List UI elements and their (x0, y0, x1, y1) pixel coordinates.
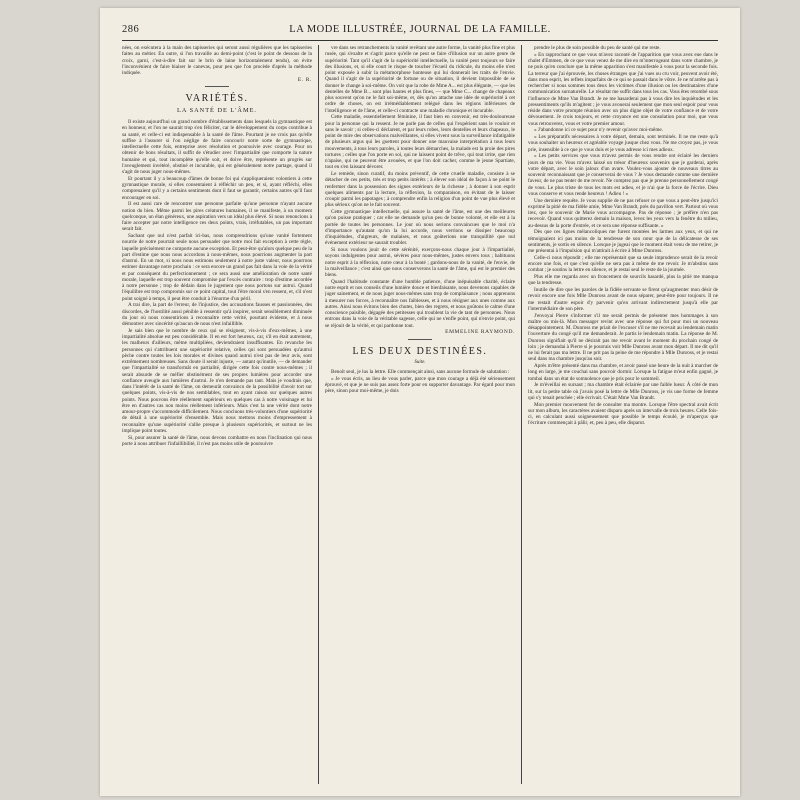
article-signature: EMMELINE RAYMOND. (445, 329, 515, 336)
paragraph: Quand l'habitude constante d'une humble patience, d'une inépuisable charité, éclaire notre esprit et nos conseils d'une lumière douce et bienfaisante, nous devenons capables de juger sainement, et de nous juger nous-mêmes sans trop de complaisance ; nous apprenons à mesurer nos forces, à reconnaître nos faiblesses, et à nous résigner aux unes comme aux autres. Ainsi nous évitons bien des chutes, bien des regrets, et nous goûtons le calme d'une conscience paisible, dégagée des petitesses qui troublent la vie de tant de personnes. Nous entrons dans la voie de la véritable sagesse, celle qui ne s'enfle point, qui n'envie point, qui se réjouit de la vérité, et qui pardonne tout. (325, 278, 515, 329)
paragraph: Si nous voulons jouir de cette sérénité, exerçons-nous chaque jour à l'impartialité, soyons indulgentes pour autrui, sévères pour nous-mêmes, justes envers tous ; habituons notre esprit à la réflexion, notre cœur à la bonté ; gardons-nous de la vanité, de l'envie, de la malveillance ; c'est ainsi que nous conserverons la santé de l'âme, qui est le premier des biens. (325, 247, 515, 278)
paragraph: Il existe aujourd'hui un grand nombre d'établissements dans lesquels la gymnastique est en honneur, et l'on ne saurait trop s'en féliciter, car le développement du corps contribue à sa santé, et celle-ci est indispensable à la santé de l'âme. Pourtant je ne crois pas qu'elle suffise à l'assurer si l'on néglige de faire concourir notre sorte de gymnastique, intellectuelle cette fois, entreprise avec résolution et poursuivie avec courage. Pour on obtenir de bons résultats, il suffit de s'étudier avec l'impartialité que comporte la nature humaine et qui, tout incomplète qu'elle soit, et doive être, représente un progrès sur l'aveuglement invétéré, obstiné et incurable, qui est généralement notre partage, quand il s'agit de nous juger nous-mêmes. (122, 119, 312, 175)
story-title: LES DEUX DESTINÉES. (352, 345, 488, 357)
article-title: LA SANTÉ DE L'ÂME. (176, 107, 257, 114)
text-columns (122, 45, 718, 784)
paragraph: Inutile de dire que les paroles de la fidèle servante se firent qu'augmenter mon désir de revoir encore une fois Mlle Dunross avant de nous séparer, peut-être pour toujours. Il ne me restait d'autre espoir d'y parvenir qu'en arrivant indirectement jusqu'à elle par l'intermédiaire de son père. (528, 287, 718, 312)
paragraph: Le remède, sinon curatif, du moins préventif, de cette cruelle maladie, consiste à se détacher de ces petits, très et trop petits intérêts ; à élever son idéal de façon à ne point le renfermer dans la possession des signes extérieurs de la richesse ; à donner à son esprit quelques aliments par la lecture, la réflexion, la comparaison, en évitant de le laisser croupir parmi les papotages ; à comprendre enfin la religion d'un point de vue plus élevé et plus sérieux qu'on ne le fait souvent. (325, 171, 515, 209)
paragraph: J'envoyai Pierre s'informer s'il me serait permis de présenter mes hommages à son maître ou mis-là. Mon messager revint avec une réponse qui fut pour moi un nouveau désappointement. M. Dunross me priait de l'excuser s'il ne me recevait au lendemain matin l'ouverture du congé qu'il me demanderait. Je partis le lendemain matin. La réponse de M. Dunross signifiait qu'il ne désirait pas me revoir avant le moment du prochain congé de loin ; je demandai à Pierre si je pourrais voir Mlle Dunross avant mon départ. Il me dit qu'il ne lui ferait pas ma lettre. Il ne prit pas la peine de me répondre à Mlle Dunross, et je restai seul dans ma chambre jusqu'au soir. (528, 312, 718, 363)
section-divider (408, 339, 432, 340)
section-divider (205, 86, 229, 87)
paragraph: Sachant que nul n'est parfait ici-bas, nous comprendrions qu'une vanité fortement nourrie de notre pourrait seule nous persuader que notre moi fait exception à cette règle, laquelle précisément ne comporte aucune exception. Et peut-être qu'alors quelque peu de la part d'estime que nous nous accordons à nous-mêmes, nous pourrions augmenter la part d'autrui. En un mot, si nous nous estimons seulement à notre juste valeur, nous pourrons estimer davantage notre prochain : ce sera encore un grand pas fait dans la voie de la vérité et par conséquent du perfectionnement ; ce sera aussi une amélioration de notre santé morale, laquelle est trop souvent compromise par l'excès contraire : trop d'estime accordée à notre personne ; trop de dédain dans le jugement que nous portons sur autrui. Quand l'équilibre est trop compromis sur ce point capital, tout l'être moral s'en ressent, et, s'il n'est point soigné à temps, il peut être conduit à l'énorme d'un péril. (122, 233, 312, 302)
column-rule (318, 45, 319, 784)
column-rule (521, 45, 522, 784)
column-2 (325, 45, 515, 784)
paragraph: Cette gymnastique intellectuelle, qui assure la santé de l'âme, est une des meilleures qu'on puisse pratiquer ; car elle ne demande qu'un peu de bonne volonté, et elle est à la portée de toutes les personnes. Le jour où nous serions convaincues que le moi n'a d'importance qu'autant qu'on la lui accorde, nous verrions se dissiper beaucoup d'inquiétudes, d'aigreurs, de malaises, et nous goûterions une tranquillité que nul événement extérieur ne saurait troubler. (325, 209, 515, 247)
paragraph: Cette maladie, essentiellement féminine, il faut bien en convenir, est très-douloureuse pour la personne qui la ressent. Je ne parle pas de celles qui l'expérient sans le vouloir et sans le savoir ; si celles-ci déclarent, et par leurs robes, leurs dentelles et leurs chapeaux, le point de mire des observations malveillantes, si elles vivent sous la surveillance infatigable de plusieurs argus qui les guettent pour donner une mauvaise interprétation à tous leurs mouvements, à tous leurs paroles, à toutes leurs démarches, la malade est la proie des pires tortures ; celles que l'on porte en soi, qui ne laissent point de trêve, qui tout irrite, que rien n'apaise, qui ne peuvent être avouées, et que l'on doit cacher, comme le jeune Spartiate, tout en s'en laissant dévorer. (325, 114, 515, 171)
header-rule (122, 40, 718, 41)
story-body (325, 369, 515, 395)
paragraph: Mon premier mouvement fut de consulter ma montre. Lorsque l'être spectral avait écrit sur mon album, les caractères avaient disparu après un intervalle de trois heures. Celle fois-ci, en calculant aussi soigneusement que possible le temps écoulé, je m'aperçus que l'écriture commençait à pâlir, et, peu à peu, elle disparut. (528, 401, 718, 427)
paragraph: Il est aussi rare de rencontrer une personne parfaite qu'une personne n'ayant aucune notion du bien. Même parmi les pires créatures humaines, il se manifeste, à un moment quelconque, un élan généreux, une aspiration vers un idéal plus élevé. Si nous renoncions à faire accepter par notre intelligence ces deux points, vrais, irréfutables, un pas important serait fait. (122, 201, 312, 233)
paragraph: « En rapprochant ce que vous m'avez raconté de l'apparition que vous avez eue dans le chalet d'Emmen, de ce que vous venez de me dire en m'interrogeant dans votre chambre, je ne puis qu'en conclure que la même apparition s'est manifestée à vous pour la seconde fois. La terreur que j'ai éprouvée, les choses étranges que j'ai vues ou cru voir, peuvent avoir été, dans mon esprit, les reflets imparfaits de ce qui se passait dans le vôtre. Je ne m'arrête pas à rechercher si nous sommes tous deux les victimes d'une illusion ou les destinataires d'une communication surnaturelle. Le résultat me suffit dans tous les cas. Vous êtes retombé sous l'influence de Mme Van Brandt. Je ne me hasarderai pas à vous dire les inquiétudes et les pressentiments qu'ils m'agitent ; je vous avouerai seulement que mon seul espoir pour vous réside dans votre prompte réunion avec un plus digne objet de votre confiance et de votre dévouement. Je crois toujours, et cette croyance est une consolation pour moi, que vous vous retrouverez, vous et votre premier amour. (528, 51, 718, 127)
intro-signature: E. R. (297, 76, 312, 83)
paragraph: « J'abandonne ici ce sujet pour n'y revenir qu'avec moi-même. (534, 127, 663, 134)
page-number: 286 (122, 24, 140, 35)
paragraph: Celle-ci nous répondit ; elle me représentait que sa seule imprudence serait de la revoir encore une fois, et que c'est qu'elle ne sera pas à même de me revoir. Je m'abstins sans combat ; je soutins la lettre en silence, et je restai seul le reste de la journée. (528, 254, 718, 274)
paragraph: Une dernière requête. Je vous supplie de ne pas refuser ce que vous a peut-être jusqu'ici exprimé la pitié de ma fidèle amie, Mme Van Brandt, près du pavillon vert. Partout où vous irez, que le souvenir de Marie vous accompagne. Pas de réponse ; je préfère n'en pas recevoir. Quand vous quitterez demain la maison, levez les yeux vers la fenêtre du milieu, au-dessus de la porte d'entrée, et ce sera une réponse suffisante. » (528, 197, 718, 229)
paragraph: Je sais bien que le nombre de ceux qui se résignent, vis-à-vis d'eux-mêmes, à une impartialité absolue est peu considérable. Il en est fort heureux, car, s'il en était autrement, les malheurs d'ailleurs, même multipliées, deviendraient insuffisantes. En revanche les personnes qui s'attribuent une supériorité relative, celles qui sont persuadées qu'autrui pèche contre toutes les lois morales et divines quand autrui n'est pas de leur avis, sont extrêmement nombreuses. Sans doute il serait injuste, — autant qu'inutile, — de demander que l'impartialité se transformât en partialité, dirigée cette fois contre nous-mêmes ; il serait absurde de se méfier obstinément de ses propres lumières pour accorder une confiance aveugle aux lumières d'autrui. Je n'en demande pas tant. Mais je voudrais que, dans l'intérêt de la santé de l'âme, on demeurât convaincu de la possibilité d'avoir tort sur quelques points, vis-à-vis de nos semblables, tout en ayant raison sur quelques autres points. Nous pouvons être réellement supérieurs en quelques cas à notre voisinage et lui être en d'autres cas non moins réellement inférieurs. Mais c'est la une vérité dont notre amour-propre s'accommode difficilement. Nous concluons très-volontiers d'une supériorité de détail à une supériorité d'ensemble. Mais nous mettons moins d'empressement à reconnaître qu'une supériorité s'allie presque à plusieurs supériorités, et surtout ne les implique point toutes. (122, 327, 312, 434)
paragraph: vre dans ses retranchements la vanité revêtant une autre forme, la vanité plus fine et plus rusée, qui s'exalte et s'agrit parce qu'elle ne peut se faire d'illusion sur un autre genre de supériorité. Tant qu'il s'agit de la supériorité intellectuelle, la vanité peut toujours se faire des illusions, et, si elle court le risque de toucher l'écueil du ridicule, du moins elle n'est point exposée à subir la métamorphose honteuse qui lui donnerait les traits de l'envie. Quand il s'agit de la supériorité de fortune ou de situation, il devient impossible de se donner le change à soi-même. On voit que la robe de Mme A... est plus élégante, — que les dentelles de Mme B... sont plus hautes et plus fines, — que Mme C... change de chapeaux plus souvent qu'on ne le fait soi-même, et, dès qu'on attache une idée de supériorité à cet ordre de choses, on est irrémédiablement relégué dans les régions inférieures de l'intelligence et de l'âme, et celle-ci contracte une maladie chronique et incurable. (325, 45, 515, 114)
paragraph: Après m'être présenté dans ma chambre, et avoir passé une heure de la nuit à marcher de long en large, je me couchai sans pouvoir dormir. Lorsque la fatigue m'eut enfin gagné, je tombai dans un état de somnolence que je pris pour le sommeil. (528, 363, 718, 382)
paragraph: Je m'éveillai en sursaut ; ma chambre était éclairée par une faible lueur. À côté de mon lit, sur la petite table où j'avais posé la lettre de Mlle Dunross, je vis une forme de femme qui s'y tenait penchée ; elle écrivait. C'était Mme Van Brandt. (528, 382, 718, 401)
column-3 (528, 45, 718, 784)
article-body-continued (325, 45, 515, 329)
story-body-continued (528, 45, 718, 427)
newspaper-page (100, 8, 740, 796)
intro-paragraph: nées, on exécutera à la main des tapisseries qui seront aussi régulières que les tapisseries faites au métier. En outre, si l'on travaille au demi-point (c'est le point de dessous de la croix, garni, c'est-à-dire fait sur le brin de laine horizontalement tendu), on évite l'inconvénient de faire biaiser le canevas, pour peu que l'on procède d'après la méthode indiquée. (122, 45, 312, 76)
paragraph: Plus elle me regarda avec un froncement de sourcils hasardé, plus la pitié me manqua que la tendresse. (528, 274, 718, 287)
paragraph: « Les préparatifs nécessaires à votre départ, demain, sont terminés. Il ne me reste qu'à vous souhaiter un heureux et agréable voyage jusque chez vous. Ne me croyez pas, je vous prie, insensible à ce que je vous dois et je vous adresse ici mes adieux. (528, 134, 718, 153)
paragraph: Et pourtant il y a beaucoup d'âmes de bonne foi qui s'appliqueraient volontiers à cette gymnastique morale, si elles consentaient à réfléchir un peu, et si, ayant réfléchi, elles comprenaient qu'il y a certains sentiments dont il faut se garantir, certains autres qu'il faut encourager en soi. (122, 175, 312, 201)
paragraph: Si, pour assurer la santé de l'âme, nous devons combattre en nous l'inclination qui nous porte à nous attribuer l'infaillibilité, il n'est pas moins utile de poursuivre (122, 434, 312, 447)
paragraph: Benoît seul, je lus la lettre. Elle commençait ainsi, sans aucune formule de salutation : (331, 368, 510, 375)
paragraph: « Je vous écris, au lieu de vous parler, parce que mon courage a déjà été sérieusement éprouvé, et que je ne suis pas assez forte pour en supporter davantage. Par égard pour mon père, sinon pour moi-même, je dois (325, 375, 515, 394)
paragraph: Dès que ces lignes mélancoliques me furent montées les larmes aux yeux, et qui ne témoignaient ici pas moins de la tendresse de son cœur que de la délicatesse de ses sentiments, je sortis en silence. Lorsque je jugeai que le moment était venu de me retirer, je me présentai à l'impulsion qui m'attirait à écrire à Mme Dunross. (528, 229, 718, 254)
running-header (122, 24, 718, 38)
paragraph: prendre le plus de soin possible du peu de santé qui me reste. (534, 45, 661, 51)
paragraph: A trai dire, la part de l'erreur, de l'injustice, des accusations fausses et passionnées, des discordes, de l'hostilité aussi pénible à ressentir qu'à inspirer, serait sensiblement diminuée du jour où nous consentirions à reconnaître cette vérité, pourtant évidente, et à nous démontrer avec sincérité qu'aucun de nous n'est infaillible. (122, 302, 312, 327)
column-1 (122, 45, 312, 784)
article-body (122, 119, 312, 447)
journal-title: LA MODE ILLUSTRÉE, JOURNAL DE LA FAMILLE. (289, 24, 551, 35)
paragraph: « Les petits services que vous m'avez permis de vous rendre ont éclairé les derniers jours de ma vie. Vous m'avez laissé un trésor d'heureux souvenirs que je garderai, après votre départ, avec le soin jaloux d'un avare. Voulez-vous ajouter de nouveaux titres au souvenir reconnaissant que je conserverai de vous ? Je vous demande comme une dernière faveur, de ne pas tenter de me revoir. Ne comptez pas que je prenne personnellement congé de vous. Le plus triste de tous les mots est adieu, et je n'ai que la force de l'écrire. Dieu vous conserve et vous rende heureux ! Adieu ! » (528, 153, 718, 197)
story-subtitle: Suite. (414, 359, 426, 365)
section-title: VARIÉTÉS. (185, 93, 249, 104)
